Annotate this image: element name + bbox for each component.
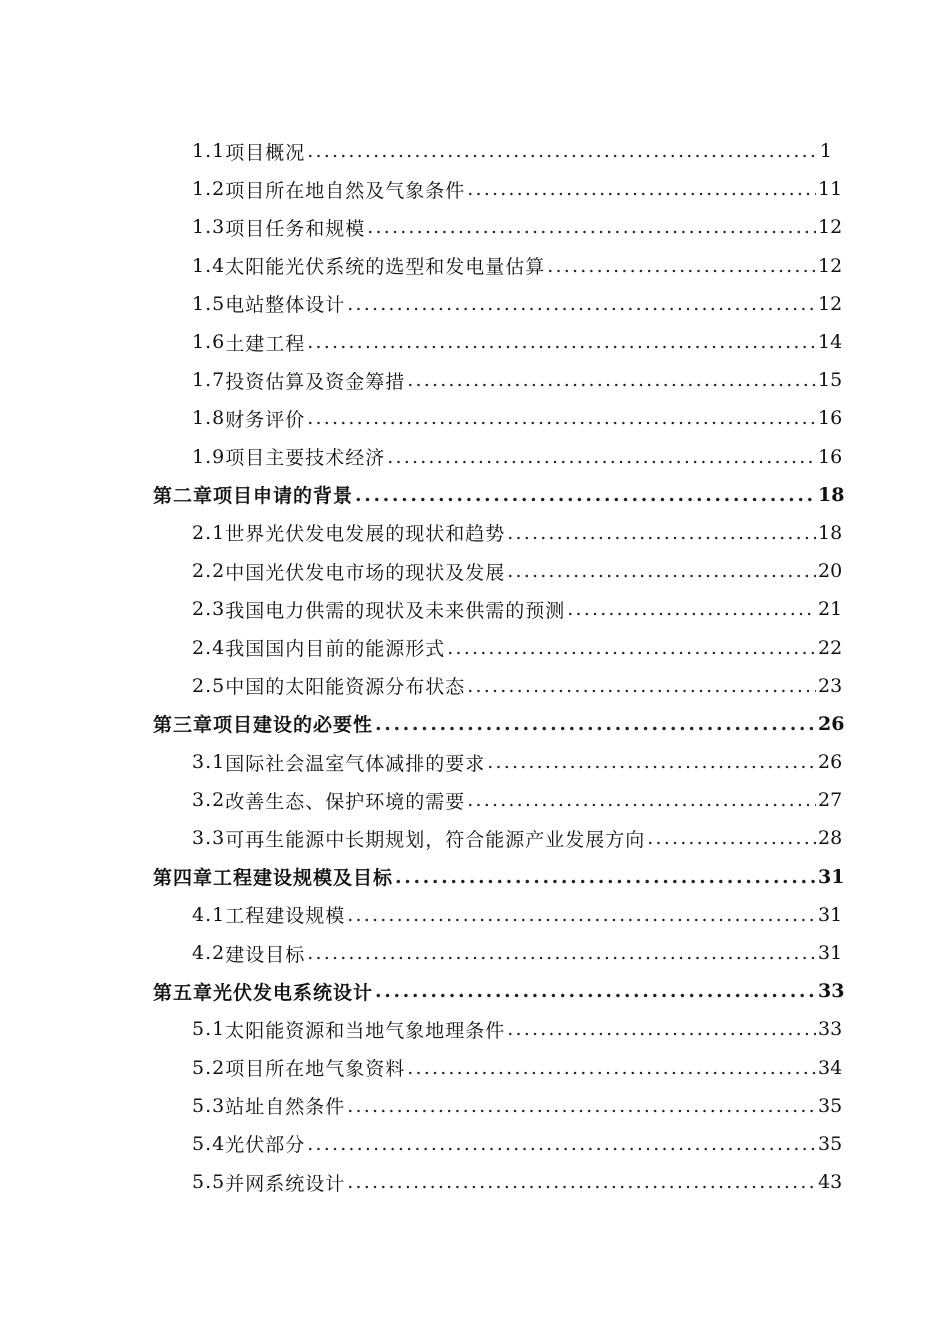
toc-entry-number: 第四章	[153, 867, 214, 890]
toc-entry-title: 光伏发电系统设计	[213, 981, 374, 1004]
toc-entry-number: 2.2	[192, 560, 226, 583]
toc-entry-title: 世界光伏发电发展的现状和趋势	[225, 523, 506, 546]
toc-entry-page-number: 26	[818, 751, 843, 774]
toc-entry-number: 3.2	[192, 789, 226, 812]
toc-entry-title: 项目所在地自然及气象条件	[225, 179, 466, 202]
toc-dot-leader	[307, 942, 816, 964]
toc-section-entry[interactable]	[0, 552, 843, 590]
toc-dot-leader	[407, 1057, 816, 1079]
toc-entry-page-number: 43	[818, 1171, 843, 1194]
toc-entry-number: 1.3	[192, 216, 226, 239]
toc-entry-page-number: 14	[818, 331, 843, 354]
toc-entry-page-number: 23	[818, 674, 843, 697]
toc-entry-number: 1.8	[192, 407, 226, 430]
toc-dot-leader	[467, 178, 816, 200]
toc-entry-number: 1.1	[192, 140, 226, 163]
toc-dot-leader	[367, 216, 816, 238]
toc-dot-leader	[395, 866, 816, 888]
toc-section-entry[interactable]	[0, 1049, 843, 1087]
toc-section-entry[interactable]	[0, 667, 843, 705]
toc-chapter-entry[interactable]	[0, 858, 845, 896]
toc-dot-leader	[507, 560, 816, 582]
toc-entry-title: 光伏部分	[225, 1134, 306, 1157]
table-of-contents	[0, 132, 950, 1201]
toc-dot-leader	[307, 1133, 816, 1155]
toc-chapter-entry[interactable]	[0, 476, 845, 514]
toc-entry-number: 1.6	[192, 331, 226, 354]
toc-section-entry[interactable]	[0, 399, 843, 437]
toc-entry-number: 2.5	[192, 674, 226, 697]
toc-dot-leader	[547, 255, 816, 277]
toc-entry-page-number: 20	[818, 560, 843, 583]
toc-entry-number: 第五章	[153, 981, 214, 1004]
toc-entry-number: 1.4	[192, 254, 226, 277]
toc-dot-leader	[307, 140, 816, 162]
toc-dot-leader	[347, 1095, 816, 1117]
toc-dot-leader	[447, 637, 816, 659]
toc-entry-number: 5.1	[192, 1018, 226, 1041]
toc-section-entry[interactable]	[0, 361, 843, 399]
toc-entry-title: 项目概况	[225, 141, 306, 164]
toc-entry-page-number: 33	[818, 980, 845, 1003]
toc-entry-page-number: 16	[818, 407, 843, 430]
toc-entry-title: 可再生能源中长期规划，符合能源产业发展方向	[225, 828, 646, 851]
toc-entry-title: 投资估算及资金筹措	[225, 370, 406, 393]
toc-dot-leader	[375, 713, 816, 735]
toc-entry-number: 4.1	[192, 903, 226, 926]
toc-entry-title: 项目建设的必要性	[213, 714, 374, 737]
toc-section-entry[interactable]	[0, 1163, 843, 1201]
toc-entry-page-number: 31	[818, 903, 843, 926]
toc-entry-title: 工程建设规模及目标	[213, 867, 394, 890]
toc-entry-number: 2.3	[192, 598, 226, 621]
toc-section-entry[interactable]	[0, 590, 843, 628]
toc-entry-number: 3.1	[192, 751, 226, 774]
toc-entry-number: 1.2	[192, 178, 226, 201]
toc-section-entry[interactable]	[0, 743, 843, 781]
toc-section-entry[interactable]	[0, 323, 843, 361]
toc-dot-leader	[647, 827, 816, 849]
toc-entry-number: 1.5	[192, 292, 226, 315]
toc-entry-number: 5.3	[192, 1094, 226, 1117]
toc-dot-leader	[307, 407, 816, 429]
toc-entry-page-number: 34	[818, 1056, 843, 1079]
toc-dot-leader	[347, 293, 816, 315]
toc-section-entry[interactable]	[0, 208, 843, 246]
toc-entry-page-number: 12	[818, 292, 843, 315]
toc-dot-leader	[347, 904, 816, 926]
toc-entry-title: 太阳能资源和当地气象地理条件	[225, 1019, 506, 1042]
toc-chapter-entry[interactable]	[0, 972, 845, 1010]
toc-entry-page-number: 26	[818, 712, 845, 735]
toc-entry-page-number: 11	[818, 178, 843, 201]
toc-section-entry[interactable]	[0, 781, 843, 819]
toc-section-entry[interactable]	[0, 132, 832, 170]
toc-section-entry[interactable]	[0, 247, 843, 285]
toc-entry-page-number: 18	[818, 483, 845, 506]
toc-entry-number: 5.4	[192, 1132, 226, 1155]
toc-entry-number: 1.7	[192, 369, 226, 392]
toc-entry-title: 建设目标	[225, 943, 306, 966]
toc-dot-leader	[467, 789, 816, 811]
toc-dot-leader	[307, 331, 816, 353]
toc-dot-leader	[347, 1171, 816, 1193]
toc-section-entry[interactable]	[0, 934, 843, 972]
toc-entry-title: 项目所在地气象资料	[225, 1058, 406, 1081]
toc-section-entry[interactable]	[0, 896, 843, 934]
toc-entry-title: 我国电力供需的现状及未来供需的预测	[225, 599, 566, 622]
toc-entry-number: 1.9	[192, 445, 226, 468]
toc-entry-page-number: 33	[818, 1018, 843, 1041]
toc-entry-page-number: 28	[818, 827, 843, 850]
toc-section-entry[interactable]	[0, 1010, 843, 1048]
toc-entry-title: 并网系统设计	[225, 1172, 346, 1195]
toc-entry-title: 改善生态、保护环境的需要	[225, 790, 466, 813]
toc-entry-page-number: 15	[818, 369, 843, 392]
toc-section-entry[interactable]	[0, 1125, 843, 1163]
toc-entry-page-number: 31	[818, 942, 843, 965]
toc-entry-page-number: 22	[818, 636, 843, 659]
toc-entry-page-number: 31	[818, 865, 845, 888]
toc-section-entry[interactable]	[0, 1087, 843, 1125]
toc-section-entry[interactable]	[0, 438, 843, 476]
toc-entry-number: 5.2	[192, 1056, 226, 1079]
toc-section-entry[interactable]	[0, 819, 843, 857]
toc-entry-page-number: 27	[818, 789, 843, 812]
toc-dot-leader	[567, 598, 816, 620]
toc-entry-title: 中国的太阳能资源分布状态	[225, 676, 466, 699]
toc-entry-title: 项目主要技术经济	[225, 447, 386, 470]
toc-entry-number: 4.2	[192, 942, 226, 965]
toc-entry-title: 站址自然条件	[225, 1096, 346, 1119]
toc-entry-title: 项目申请的背景	[213, 485, 354, 508]
toc-entry-page-number: 12	[818, 254, 843, 277]
toc-entry-number: 5.5	[192, 1171, 226, 1194]
toc-dot-leader	[487, 751, 816, 773]
toc-dot-leader	[507, 1018, 816, 1040]
toc-entry-number: 2.4	[192, 636, 226, 659]
toc-chapter-entry[interactable]	[0, 705, 845, 743]
toc-section-entry[interactable]	[0, 514, 843, 552]
toc-dot-leader	[375, 980, 816, 1002]
toc-entry-title: 土建工程	[225, 332, 306, 355]
toc-entry-page-number: 35	[818, 1094, 843, 1117]
toc-entry-page-number: 1	[819, 140, 832, 163]
toc-entry-page-number: 12	[818, 216, 843, 239]
toc-dot-leader	[507, 522, 816, 544]
toc-entry-title: 太阳能光伏系统的选型和发电量估算	[225, 256, 546, 279]
toc-entry-title: 中国光伏发电市场的现状及发展	[225, 561, 506, 584]
toc-section-entry[interactable]	[0, 285, 843, 323]
toc-entry-title: 国际社会温室气体减排的要求	[225, 752, 486, 775]
toc-entry-number: 2.1	[192, 521, 226, 544]
toc-entry-page-number: 21	[818, 598, 843, 621]
toc-section-entry[interactable]	[0, 170, 843, 208]
toc-section-entry[interactable]	[0, 628, 843, 666]
toc-entry-title: 电站整体设计	[225, 294, 346, 317]
toc-entry-number: 第三章	[153, 714, 214, 737]
toc-entry-title: 财务评价	[225, 408, 306, 431]
toc-entry-page-number: 35	[818, 1132, 843, 1155]
toc-entry-number: 3.3	[192, 827, 226, 850]
toc-dot-leader	[407, 369, 816, 391]
toc-entry-title: 项目任务和规模	[225, 217, 366, 240]
toc-entry-title: 工程建设规模	[225, 905, 346, 928]
toc-dot-leader	[355, 484, 816, 506]
toc-dot-leader	[387, 446, 816, 468]
toc-entry-page-number: 16	[818, 445, 843, 468]
toc-dot-leader	[467, 675, 816, 697]
toc-entry-title: 我国国内目前的能源形式	[225, 638, 446, 661]
toc-entry-page-number: 18	[818, 521, 843, 544]
toc-entry-number: 第二章	[153, 485, 214, 508]
